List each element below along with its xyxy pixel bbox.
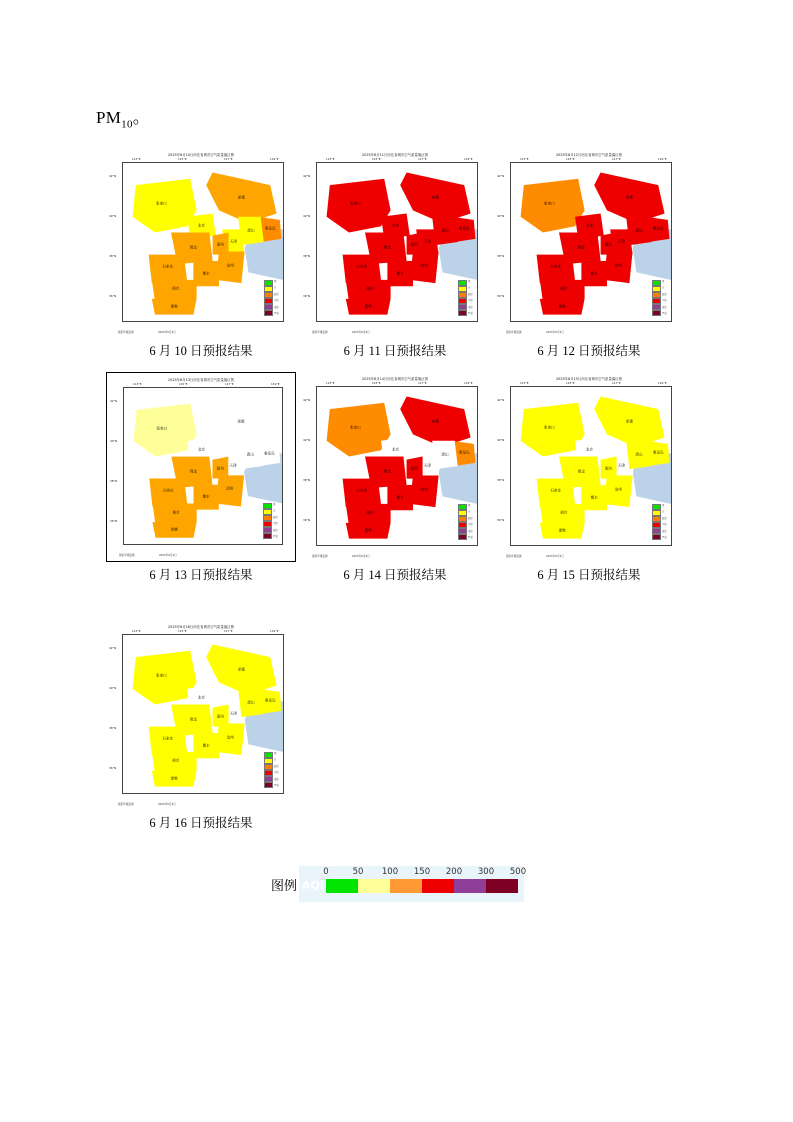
region-label-秦皇岛: 秦皇岛 (264, 226, 276, 231)
map-footnote-left: 国家环境监测 (506, 555, 522, 558)
map-plot-frame (316, 162, 478, 322)
region-label-张家口: 张家口 (544, 425, 555, 430)
region-label-北京: 北京 (391, 223, 399, 228)
legend-swatch-label: 重度 (273, 528, 278, 532)
figure-caption: 6 月 16 日预报结果 (149, 816, 253, 830)
map-mini-legend (458, 504, 475, 540)
region-label-沧州: 沧州 (614, 263, 622, 268)
legend-swatch-label: 良 (273, 509, 276, 513)
y-axis-tick: 38°N (109, 726, 117, 730)
region-label-承德: 承德 (625, 195, 633, 200)
x-axis-tick: 117°E (224, 157, 233, 161)
region-label-邯郸: 邯郸 (170, 304, 178, 309)
legend-swatch (652, 310, 661, 316)
region-label-保定: 保定 (383, 245, 391, 250)
region-label-唐山: 唐山 (441, 452, 449, 457)
region-label-衡水: 衡水 (202, 271, 210, 276)
region-label-廊坊: 廊坊 (605, 466, 613, 471)
region-label-衡水: 衡水 (590, 495, 598, 500)
legend-swatch-label: 优 (274, 280, 277, 283)
x-axis-tick: 117°E (612, 157, 621, 161)
region-label-邯郸: 邯郸 (558, 528, 566, 533)
legend-bar-segment (486, 879, 518, 893)
legend (271, 866, 527, 902)
region-label-邢台: 邢台 (172, 286, 180, 291)
map-footnote-left: 国家环境监测 (312, 555, 328, 558)
region-label-衡水: 衡水 (396, 271, 404, 276)
legend-swatch-label: 严重 (273, 534, 278, 538)
x-axis-tick: 113°E (133, 382, 142, 386)
y-axis-tick: 38°N (497, 478, 505, 482)
y-axis-tick: 38°N (109, 254, 117, 258)
region-label-承德: 承德 (237, 419, 245, 424)
region-label-邢台: 邢台 (366, 286, 374, 291)
legend-swatch-label: 轻度 (468, 292, 473, 296)
map-plot-frame (316, 386, 478, 546)
region-label-承德: 承德 (237, 667, 245, 672)
legend-swatch-label: 轻度 (273, 515, 278, 519)
legend-tick: 50 (352, 867, 364, 877)
region-label-邯郸: 邯郸 (170, 527, 179, 532)
legend-swatch-label: 重度 (274, 777, 279, 781)
region-label-天津: 天津 (229, 463, 237, 468)
map-map-0616[interactable] (106, 620, 296, 810)
y-axis-tick: 40°N (497, 438, 505, 442)
x-axis-tick: 113°E (520, 381, 529, 385)
legend-swatch-label: 重度 (662, 529, 667, 533)
region-label-北京: 北京 (391, 447, 399, 452)
region-label-石家庄: 石家庄 (162, 736, 174, 741)
legend-swatch-label: 优 (468, 504, 471, 507)
region-label-沧州: 沧州 (226, 486, 234, 491)
region-label-秦皇岛: 秦皇岛 (458, 226, 470, 231)
map-title: 2025年6月14日河北省城市空气质量落区图 (362, 377, 428, 381)
y-axis-tick: 38°N (110, 479, 118, 483)
region-label-张家口: 张家口 (350, 201, 361, 206)
y-axis-tick: 36°N (109, 766, 117, 770)
region-label-秦皇岛: 秦皇岛 (263, 451, 275, 456)
map-map-0615[interactable] (494, 372, 684, 562)
figure-caption: 6 月 10 日预报结果 (149, 344, 253, 358)
region-label-天津: 天津 (423, 239, 431, 244)
x-axis-tick: 113°E (132, 157, 141, 161)
legend-tick: 0 (323, 867, 329, 877)
map-plot-frame (510, 162, 672, 322)
y-axis-tick: 40°N (303, 438, 311, 442)
region-label-沧州: 沧州 (226, 263, 234, 268)
region-label-邢台: 邢台 (560, 286, 568, 291)
legend-swatch-label: 良 (468, 510, 471, 514)
legend-swatch (458, 534, 467, 540)
region-label-秦皇岛: 秦皇岛 (264, 698, 276, 703)
map-map-0614[interactable] (300, 372, 490, 562)
region-label-邢台: 邢台 (366, 510, 374, 515)
legend-swatch-label: 严重 (274, 311, 279, 315)
region-label-承德: 承德 (625, 419, 633, 424)
x-axis-tick: 115°E (178, 157, 187, 161)
map-footnote-right: 2025年6月9日 (158, 803, 176, 806)
map-title: 2025年6月13日河北省城市空气质量落区图 (168, 378, 234, 382)
x-axis-tick: 119°E (464, 157, 473, 161)
legend-swatch-label: 优 (662, 504, 665, 507)
map-title: 2025年6月10日河北省城市空气质量落区图 (168, 153, 234, 157)
region-label-天津: 天津 (423, 463, 431, 468)
map-footnote-left: 国家环境监测 (506, 331, 522, 334)
region-label-石家庄: 石家庄 (356, 264, 368, 269)
legend-swatch (263, 533, 272, 539)
region-label-邯郸: 邯郸 (364, 304, 372, 309)
region-label-沧州: 沧州 (226, 735, 234, 740)
region-label-秦皇岛: 秦皇岛 (458, 450, 470, 455)
region-label-张家口: 张家口 (156, 426, 168, 431)
y-axis-tick: 40°N (109, 686, 117, 690)
x-axis-tick: 119°E (658, 157, 667, 161)
x-axis-tick: 115°E (372, 157, 381, 161)
legend-swatch (652, 534, 661, 540)
figure-map-0610 (106, 148, 296, 359)
legend-swatch-label: 中度 (274, 771, 279, 775)
region-label-北京: 北京 (197, 695, 205, 700)
map-footnote-left: 国家环境监测 (312, 331, 328, 334)
figure-map-0616 (106, 620, 296, 831)
legend-swatch-label: 重度 (468, 305, 473, 309)
region-label-北京: 北京 (585, 223, 593, 228)
map-plot-frame (122, 162, 284, 322)
y-axis-tick: 40°N (497, 214, 505, 218)
legend-swatch-label: 中度 (468, 523, 473, 527)
legend-tick: 300 (477, 867, 495, 877)
legend-swatch-label: 轻度 (274, 764, 279, 768)
legend-swatch (264, 310, 273, 316)
region-label-沧州: 沧州 (420, 263, 428, 268)
y-axis-tick: 36°N (303, 518, 311, 522)
map-mini-legend (652, 280, 669, 316)
region-label-秦皇岛: 秦皇岛 (652, 226, 664, 231)
legend-swatch-label: 中度 (273, 522, 278, 526)
map-plot-frame (510, 386, 672, 546)
region-label-张家口: 张家口 (350, 425, 361, 430)
x-axis-tick: 119°E (271, 382, 280, 386)
figure-caption: 6 月 12 日预报结果 (537, 344, 641, 358)
y-axis-tick: 38°N (303, 254, 311, 258)
region-label-张家口: 张家口 (544, 201, 555, 206)
x-axis-tick: 115°E (372, 381, 381, 385)
map-footnote-right: 2025年6月9日 (546, 331, 564, 334)
legend-swatch-label: 优 (274, 752, 277, 755)
legend-swatch-label: 严重 (662, 311, 667, 315)
region-label-唐山: 唐山 (247, 700, 255, 705)
map-mini-legend (652, 504, 669, 540)
y-axis-tick: 36°N (497, 294, 505, 298)
x-axis-tick: 119°E (464, 381, 473, 385)
y-axis-tick: 36°N (303, 294, 311, 298)
legend-swatch (264, 782, 273, 788)
x-axis-tick: 119°E (270, 629, 279, 633)
region-label-张家口: 张家口 (156, 673, 167, 678)
legend-swatch-label: 严重 (468, 535, 473, 539)
legend-swatch-label: 重度 (662, 305, 667, 309)
legend-swatch-label: 轻度 (662, 516, 667, 520)
y-axis-tick: 40°N (303, 214, 311, 218)
region-label-邢台: 邢台 (172, 510, 180, 515)
legend-swatch-label: 良 (662, 286, 665, 290)
legend-swatch-label: 重度 (274, 305, 279, 309)
region-label-邢台: 邢台 (560, 510, 568, 515)
map-footnote-right: 2025年6月9日 (352, 555, 370, 558)
region-label-保定: 保定 (383, 469, 391, 474)
page-title (96, 103, 150, 130)
x-axis-tick: 113°E (520, 157, 529, 161)
x-axis-tick: 115°E (179, 382, 188, 386)
figure-caption: 6 月 11 日预报结果 (343, 344, 447, 358)
legend-swatch-label: 优 (273, 503, 276, 506)
map-title: 2025年6月12日河北省城市空气质量落区图 (556, 153, 622, 157)
map-map-0610[interactable] (106, 148, 296, 338)
y-axis-tick: 36°N (110, 519, 118, 523)
map-plot-frame (122, 634, 284, 794)
x-axis-tick: 115°E (566, 381, 575, 385)
figure-caption: 6 月 13 日预报结果 (149, 568, 253, 582)
region-label-唐山: 唐山 (635, 452, 643, 457)
region-label-沧州: 沧州 (420, 487, 428, 492)
legend-bar-segment (390, 879, 422, 893)
x-axis-tick: 117°E (418, 157, 427, 161)
legend-swatch-label: 重度 (468, 529, 473, 533)
map-title: 2025年6月15日河北省城市空气质量落区图 (556, 377, 622, 381)
legend-panel (299, 866, 527, 902)
region-label-保定: 保定 (577, 245, 585, 250)
x-axis-tick: 115°E (178, 629, 187, 633)
region-label-北京: 北京 (197, 447, 205, 452)
page-title-subscript: 10 (121, 118, 133, 131)
legend-swatch-label: 良 (274, 286, 277, 290)
map-mini-legend (264, 752, 281, 788)
figure-caption: 6 月 14 日预报结果 (343, 568, 447, 582)
legend-tick-labels (323, 867, 527, 879)
figure-map-0611 (300, 148, 490, 359)
x-axis-tick: 119°E (270, 157, 279, 161)
region-label-石家庄: 石家庄 (356, 488, 368, 493)
region-label-衡水: 衡水 (396, 495, 404, 500)
region-label-保定: 保定 (189, 717, 197, 722)
region-label-唐山: 唐山 (246, 452, 254, 457)
map-footnote-right: 2025年6月9日 (158, 331, 176, 334)
region-label-邯郸: 邯郸 (170, 776, 178, 781)
legend-tick: 100 (381, 867, 399, 877)
region-label-廊坊: 廊坊 (216, 466, 224, 471)
map-footnote-left: 国家环境监测 (118, 331, 134, 334)
y-axis-tick: 38°N (303, 478, 311, 482)
legend-bar-segment (358, 879, 390, 893)
map-mini-legend (458, 280, 475, 316)
legend-swatch-label: 中度 (274, 299, 279, 303)
region-label-北京: 北京 (197, 223, 205, 228)
region-label-邯郸: 邯郸 (364, 528, 372, 533)
y-axis-tick: 42°N (109, 174, 117, 178)
region-label-保定: 保定 (189, 469, 198, 474)
figure-caption: 6 月 15 日预报结果 (537, 568, 641, 582)
region-label-邢台: 邢台 (172, 758, 180, 763)
region-label-承德: 承德 (431, 419, 439, 424)
legend-bar-segment (454, 879, 486, 893)
region-label-邯郸: 邯郸 (558, 304, 566, 309)
region-label-保定: 保定 (189, 245, 197, 250)
y-axis-tick: 42°N (110, 399, 118, 403)
region-label-唐山: 唐山 (441, 228, 449, 233)
legend-swatch-label: 良 (662, 510, 665, 514)
legend-color-bar (326, 879, 518, 893)
x-axis-tick: 113°E (326, 381, 335, 385)
legend-label: 图例 (271, 877, 298, 893)
y-axis-tick: 42°N (497, 174, 505, 178)
legend-swatch-label: 轻度 (274, 292, 279, 296)
map-map-0611[interactable] (300, 148, 490, 338)
legend-swatch-label: 严重 (662, 535, 667, 539)
map-mini-legend (263, 503, 280, 539)
legend-swatch-label: 中度 (468, 299, 473, 303)
legend-swatch-label: 严重 (468, 311, 473, 315)
region-label-衡水: 衡水 (202, 494, 210, 499)
region-label-廊坊: 廊坊 (217, 714, 225, 719)
region-label-秦皇岛: 秦皇岛 (652, 450, 664, 455)
x-axis-tick: 117°E (224, 629, 233, 633)
region-label-北京: 北京 (585, 447, 593, 452)
figure-map-0614 (300, 372, 490, 583)
region-label-唐山: 唐山 (247, 228, 255, 233)
region-label-沧州: 沧州 (614, 487, 622, 492)
map-footnote-left: 国家环境监测 (119, 554, 135, 557)
region-label-保定: 保定 (577, 469, 585, 474)
legend-swatch-label: 优 (468, 280, 471, 283)
x-axis-tick: 117°E (225, 382, 234, 386)
map-map-0613[interactable] (106, 372, 296, 562)
region-label-承德: 承德 (237, 195, 245, 200)
region-label-石家庄: 石家庄 (550, 264, 562, 269)
legend-swatch-label: 中度 (662, 523, 667, 527)
x-axis-tick: 119°E (658, 381, 667, 385)
y-axis-tick: 40°N (110, 439, 118, 443)
region-label-石家庄: 石家庄 (162, 264, 174, 269)
region-label-衡水: 衡水 (590, 271, 598, 276)
legend-bar-segment (422, 879, 454, 893)
region-label-唐山: 唐山 (635, 228, 643, 233)
figure-map-0615 (494, 372, 684, 583)
legend-tick: 150 (413, 867, 431, 877)
region-label-廊坊: 廊坊 (411, 466, 419, 471)
legend-swatch-label: 严重 (274, 783, 279, 787)
x-axis-tick: 113°E (326, 157, 335, 161)
y-axis-tick: 38°N (497, 254, 505, 258)
region-label-天津: 天津 (617, 463, 625, 468)
x-axis-tick: 117°E (612, 381, 621, 385)
region-label-承德: 承德 (431, 195, 439, 200)
legend-swatch-label: 良 (274, 758, 277, 762)
figure-map-0613 (106, 372, 296, 583)
y-axis-tick: 42°N (497, 398, 505, 402)
x-axis-tick: 117°E (418, 381, 427, 385)
y-axis-tick: 36°N (497, 518, 505, 522)
region-label-天津: 天津 (229, 239, 237, 244)
map-footnote-right: 2025年6月9日 (352, 331, 370, 334)
map-map-0612[interactable] (494, 148, 684, 338)
region-label-石家庄: 石家庄 (162, 488, 174, 493)
legend-swatch-label: 轻度 (468, 516, 473, 520)
region-label-廊坊: 廊坊 (605, 242, 613, 247)
legend-bar-segment (326, 879, 358, 893)
y-axis-tick: 42°N (303, 398, 311, 402)
map-title: 2025年6月11日河北省城市空气质量落区图 (362, 153, 428, 157)
map-footnote-right: 2025年6月9日 (159, 554, 177, 557)
legend-tick: 200 (445, 867, 463, 877)
region-label-天津: 天津 (617, 239, 625, 244)
map-footnote-left: 国家环境监测 (118, 803, 134, 806)
page-title-tail: 。 (132, 108, 151, 127)
y-axis-tick: 42°N (109, 646, 117, 650)
legend-swatch-label: 优 (662, 280, 665, 283)
legend-swatch (458, 310, 467, 316)
map-plot-frame (123, 387, 283, 545)
legend-swatch-label: 中度 (662, 299, 667, 303)
x-axis-tick: 115°E (566, 157, 575, 161)
region-label-廊坊: 廊坊 (411, 242, 419, 247)
map-title: 2025年6月16日河北省城市空气质量落区图 (168, 625, 234, 629)
legend-aqi-label: AQI (302, 879, 324, 892)
region-label-廊坊: 廊坊 (217, 242, 225, 247)
region-label-石家庄: 石家庄 (550, 488, 562, 493)
x-axis-tick: 113°E (132, 629, 141, 633)
legend-swatch-label: 良 (468, 286, 471, 290)
page-title-main: PM (96, 108, 122, 127)
region-label-天津: 天津 (229, 711, 237, 716)
y-axis-tick: 42°N (303, 174, 311, 178)
map-mini-legend (264, 280, 281, 316)
figure-map-0612 (494, 148, 684, 359)
legend-tick: 500 (509, 867, 527, 877)
region-label-衡水: 衡水 (202, 743, 210, 748)
map-footnote-right: 2025年6月9日 (546, 555, 564, 558)
region-label-张家口: 张家口 (156, 201, 167, 206)
legend-swatch-label: 轻度 (662, 292, 667, 296)
y-axis-tick: 40°N (109, 214, 117, 218)
y-axis-tick: 36°N (109, 294, 117, 298)
